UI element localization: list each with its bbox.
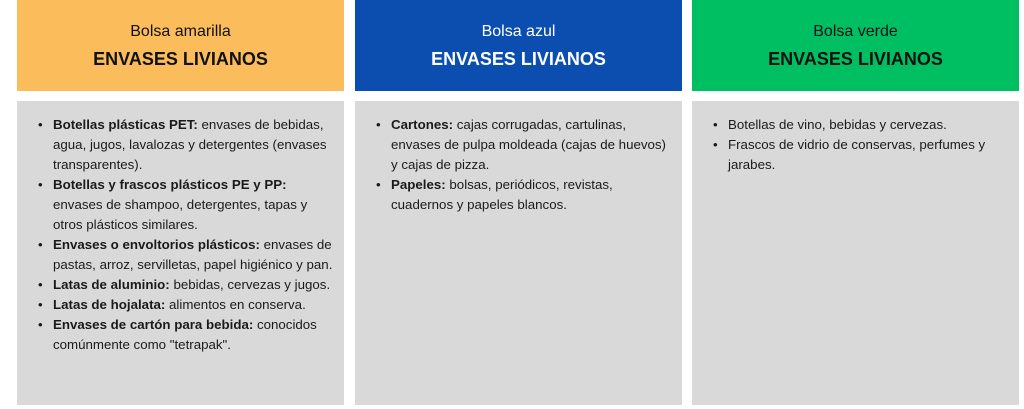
items-panel — [17, 101, 344, 405]
column-bolsa-amarilla — [17, 0, 344, 352]
header-bolsa-azul — [355, 0, 682, 91]
bag-label: Bolsa amarilla — [130, 23, 231, 40]
header-bolsa-verde — [692, 0, 1019, 91]
column-bolsa-verde — [692, 0, 1019, 172]
item-heading: Papeles: — [391, 177, 446, 192]
list-item — [33, 275, 336, 295]
bag-label: Bolsa verde — [813, 23, 898, 40]
list-item — [708, 115, 1011, 135]
list-item — [708, 135, 1011, 175]
item-text: conocidos comúnmente como "tetrapak". — [53, 317, 317, 352]
item-text: bebidas, cervezas y jugos. — [169, 277, 331, 292]
item-text: Frascos de vidrio de conservas, perfumes y jarabes. — [728, 137, 986, 172]
list-item — [33, 235, 336, 275]
list-item — [33, 315, 336, 355]
category-title: ENVASES LIVIANOS — [768, 49, 943, 69]
item-text: cajas corrugadas, cartulinas, envases de pulpa moldeada (cajas de huevos) y cajas de pizza. — [391, 117, 666, 172]
items-panel — [355, 101, 682, 405]
items-panel — [692, 101, 1019, 405]
list-item — [33, 295, 336, 315]
list-item — [33, 175, 336, 235]
header-bolsa-amarilla — [17, 0, 344, 91]
category-title: ENVASES LIVIANOS — [431, 49, 606, 69]
list-item — [371, 115, 674, 175]
column-bolsa-azul — [355, 0, 682, 212]
item-text: envases de pastas, arroz, servilletas, papel higiénico y pan. — [53, 237, 333, 272]
item-heading: Cartones: — [391, 117, 454, 132]
items-list — [708, 115, 1011, 175]
item-heading: Latas de aluminio: — [53, 277, 170, 292]
items-list — [371, 115, 674, 215]
list-item — [371, 175, 674, 215]
item-text: alimentos en conserva. — [165, 297, 306, 312]
item-text: envases de bebidas, agua, jugos, lavalozas y detergentes (envases transparentes). — [53, 117, 327, 172]
bag-label: Bolsa azul — [481, 23, 556, 40]
item-heading: Envases de cartón para bebida: — [53, 317, 254, 332]
item-text: envases de shampoo, detergentes, tapas y otros plásticos similares. — [53, 197, 308, 232]
item-text: Botellas de vino, bebidas y cervezas. — [728, 117, 947, 132]
list-item — [33, 115, 336, 175]
items-list — [33, 115, 336, 355]
item-heading: Botellas y frascos plásticos PE y PP: — [53, 177, 287, 192]
item-heading: Latas de hojalata: — [53, 297, 166, 312]
item-heading: Botellas plásticas PET: — [53, 117, 198, 132]
item-heading: Envases o envoltorios plásticos: — [53, 237, 260, 252]
item-text: bolsas, periódicos, revistas, cuadernos y papeles blancos. — [391, 177, 613, 212]
category-title: ENVASES LIVIANOS — [93, 49, 268, 69]
